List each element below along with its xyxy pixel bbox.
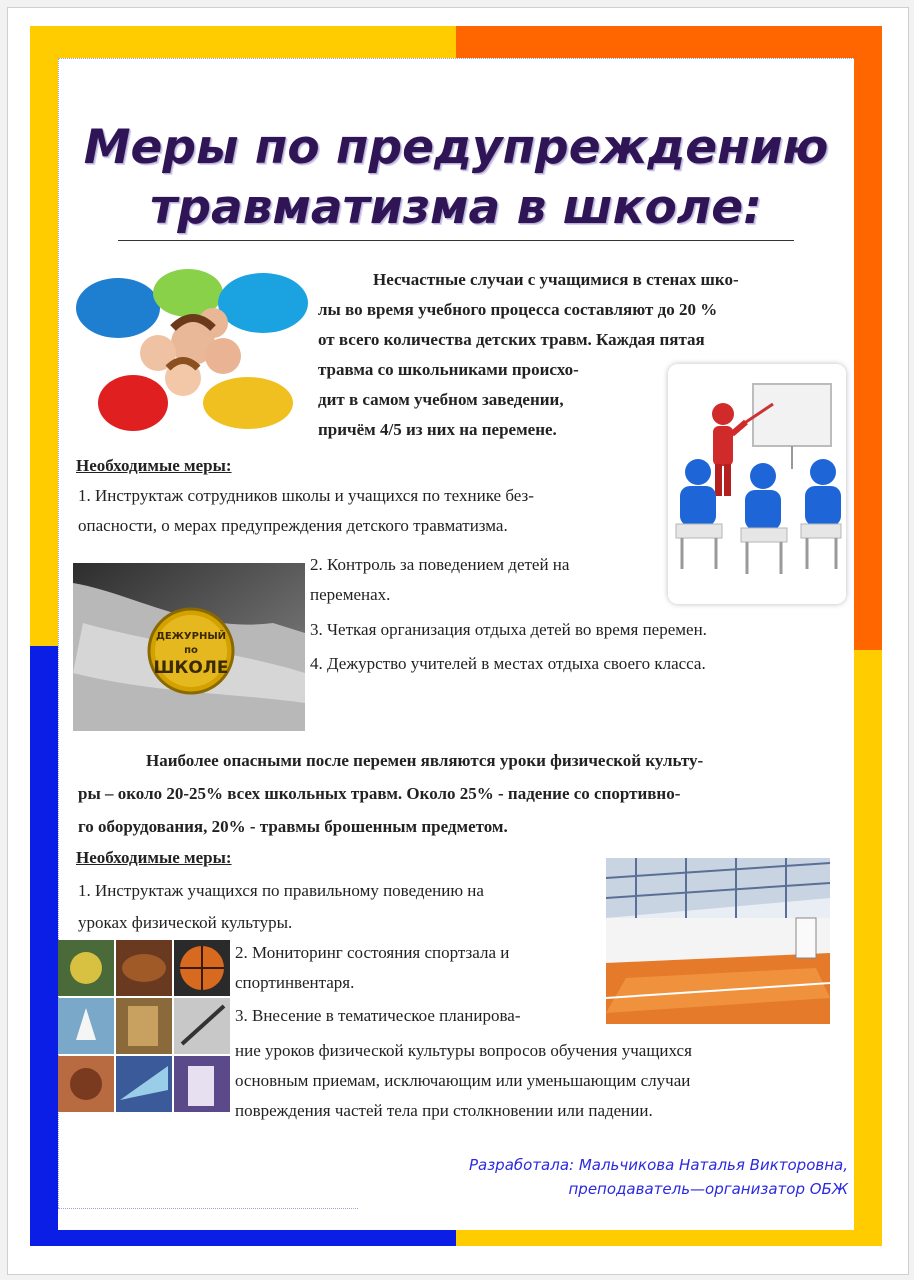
pe-line-2: ры – около 20-25% всех школьных травм. Около 25% - падение со спортивно- xyxy=(78,784,681,803)
measures1-item3: 3. Четкая организация отдыха детей во время перемен. xyxy=(310,620,707,639)
measures2-item1-line2: уроках физической культуры. xyxy=(78,913,293,932)
measures1-item2-line2: переменах. xyxy=(310,585,391,604)
measures2-item3-line3: основным приемам, исключающим или уменьшающим случаи xyxy=(235,1071,691,1090)
dotted-guide-bottom xyxy=(58,1208,358,1209)
duty-badge-photo xyxy=(73,563,305,731)
author-name: Разработала: Мальчикова Наталья Викторовна, xyxy=(468,1156,848,1174)
poster-content xyxy=(58,58,854,1230)
measures2-item2-line2: спортинвентаря. xyxy=(235,973,355,992)
measures1-item4: 4. Дежурство учителей в местах отдыха своего класса. xyxy=(310,654,706,673)
measures2-item3-line2: ние уроков физической культуры вопросов обучения учащихся xyxy=(235,1041,692,1060)
measures1-item2-line1: 2. Контроль за поведением детей на xyxy=(310,555,570,574)
dotted-guide-top xyxy=(58,58,854,59)
intro-line-2: лы во время учебного процесса составляют до 20 % xyxy=(318,300,718,319)
title-line-2: травматизма в школе: xyxy=(150,180,762,235)
measures2-heading: Необходимые меры: xyxy=(76,848,232,867)
badge-line-1: ДЕЖУРНЫЙ xyxy=(155,631,227,642)
frame-left-blue xyxy=(30,646,58,1246)
frame-right-yellow xyxy=(854,650,882,1246)
pe-line-3: го оборудования, 20% - травмы брошенным предметом. xyxy=(78,817,508,836)
sports-collage xyxy=(58,940,230,1112)
frame-left-yellow xyxy=(30,26,58,646)
badge-line-2: по xyxy=(184,645,198,656)
classroom-illustration xyxy=(668,364,846,604)
intro-line-5: дит в самом учебном заведении, xyxy=(318,390,564,409)
frame-right-orange xyxy=(854,26,882,650)
measures2-item1-line1: 1. Инструктаж учащихся по правильному поведению на xyxy=(78,881,484,900)
measures2-item3-line1: 3. Внесение в тематическое планирова- xyxy=(235,1006,521,1025)
children-photo xyxy=(73,268,313,433)
measures2-item2-line1: 2. Мониторинг состояния спортзала и xyxy=(235,943,510,962)
frame-top-orange xyxy=(456,26,882,60)
measures1-item1-line1: 1. Инструктаж сотрудников школы и учащихся по технике без- xyxy=(78,486,534,505)
poster-title xyxy=(58,118,854,238)
title-divider xyxy=(118,240,794,241)
author-position: преподаватель—организатор ОБЖ xyxy=(568,1180,848,1198)
poster-sheet xyxy=(7,7,909,1275)
badge-line-3: ШКОЛЕ xyxy=(153,658,229,678)
pe-line-1: Наиболее опасными после перемен являются уроки физической культу- xyxy=(146,751,704,770)
measures2-item3-line4: повреждения частей тела при столкновении или падении. xyxy=(235,1101,653,1120)
intro-line-1: Несчастные случаи с учащимися в стенах шко- xyxy=(373,270,739,289)
intro-line-3: от всего количества детских травм. Каждая пятая xyxy=(318,330,705,349)
gym-photo xyxy=(606,858,830,1024)
frame-top-yellow xyxy=(30,26,456,60)
intro-line-6: причём 4/5 из них на перемене. xyxy=(318,420,557,439)
measures1-item1-line2: опасности, о мерах предупреждения детского травматизма. xyxy=(78,516,508,535)
title-line-1: Меры по предупреждению xyxy=(83,120,829,175)
intro-line-4: травма со школьниками происхо- xyxy=(318,360,579,379)
measures1-heading: Необходимые меры: xyxy=(76,456,232,475)
